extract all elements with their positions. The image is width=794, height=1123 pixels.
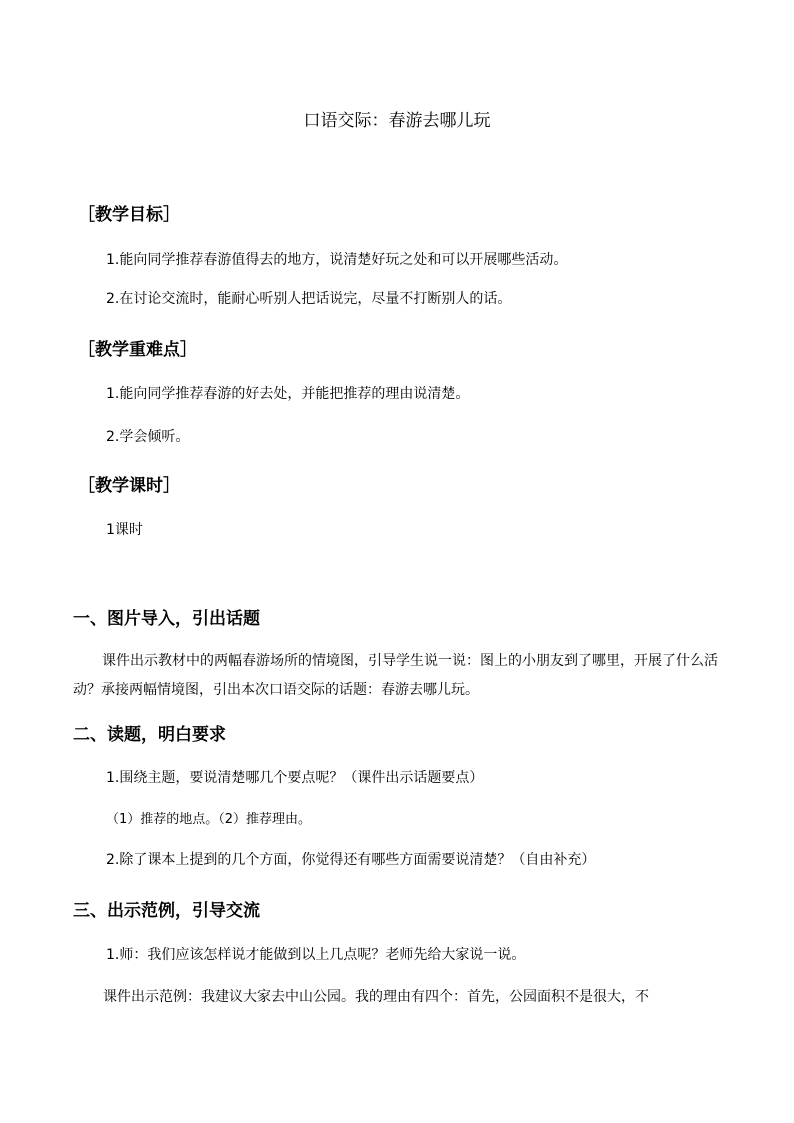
section2-heading: 二、读题，明白要求 xyxy=(73,725,226,745)
section3-example: 课件出示范例：我建议大家去中山公园。我的理由有四个：首先，公园面积不是很大，不 xyxy=(103,989,649,1005)
section1-heading: 一、图片导入，引出话题 xyxy=(73,609,260,629)
class-hours-value: 1课时 xyxy=(106,522,143,538)
section1-paragraph: 课件出示教材中的两幅春游场所的情境图，引导学生说一说：图上的小朋友到了哪里，开展了什么活动？承接两幅情境图，引出本次口语交际的话题：春游去哪儿玩。 xyxy=(73,653,718,698)
key-point-item-2: 2.学会倾听。 xyxy=(106,429,190,445)
class-hours-heading: ［教学课时］ xyxy=(78,476,180,496)
objective-item-1: 1.能向同学推荐春游值得去的地方，说清楚好玩之处和可以开展哪些活动。 xyxy=(106,252,568,268)
key-points-heading: ［教学重难点］ xyxy=(78,340,197,360)
objectives-heading: ［教学目标］ xyxy=(78,205,180,225)
key-point-item-1: 1.能向同学推荐春游的好去处，并能把推荐的理由说清楚。 xyxy=(106,386,470,402)
section2-item-2: 2.除了课本上提到的几个方面，你觉得还有哪些方面需要说清楚？（自由补充） xyxy=(106,852,596,868)
section3-heading: 三、出示范例，引导交流 xyxy=(73,901,260,921)
section2-item-1: 1.围绕主题，要说清楚哪几个要点呢？（课件出示话题要点） xyxy=(106,770,484,786)
section2-sub-points: （1）推荐的地点。（2）推荐理由。 xyxy=(106,812,312,827)
section3-item-1: 1.师：我们应该怎样说才能做到以上几点呢？老师先给大家说一说。 xyxy=(106,947,526,963)
page-title: 口语交际：春游去哪儿玩 xyxy=(303,111,491,131)
objective-item-2: 2.在讨论交流时，能耐心听别人把话说完，尽量不打断别人的话。 xyxy=(106,291,512,307)
